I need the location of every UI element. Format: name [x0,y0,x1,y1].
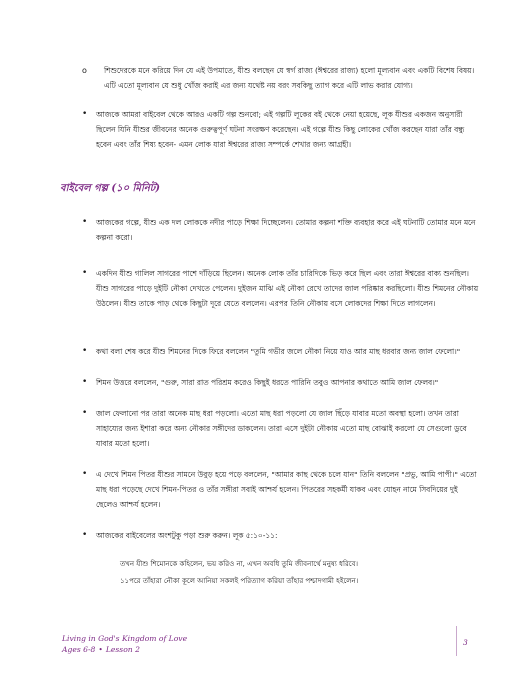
bullet-item-text: এ দেখে শিমন পিতর যীশুর সামনে উবুড় হয়ে পড়ে বললেন, "আমার কাছ থেকে চলে যান" তিনি বললেন "প্রভু, আমি পাপী।" এতো মাছ ধরা পড়েছে দেখে শিমন-পিতর ও তাঁর সঙ্গীরা সবাই আশ্চর্য হলেন। পিতরের সহকর্মী যাকব এবং যোহন নামে সিবদিয়ের দুই ছেলেও আশ্চর্য হলেন। [96,470,477,509]
bullet-item-text: আজকের গল্পে, যীশু এক দল লোককে নদীর পাড়ে শিক্ষা দিচ্ছেলেন। তোমার কল্পনা শক্তি ব্যবহার করে এই ঘটনাটি তোমার মনে মনে কল্পনা করো। [96,218,476,242]
circle-bullet-icon: o [82,66,87,75]
footer [62,633,187,655]
section-heading: বাইবেল গল্প (১০ মিনিট) [60,183,160,194]
bullet-item-text: শিমন উত্তরে বললেন, "গুরু, সারা রাত পরিশ্রম করেও কিছুই ধরতে পারিনি তবুও আপনার কথাতে আমি জাল ফেলব।" [96,378,439,387]
bullet-icon: • [82,469,88,479]
scripture-quote-line-2: ১১পরে তাঁহারা নৌকা কূলে আনিয়া সকলই পরিত্যাগ করিয়া তাঁহার পশ্চাদগামী হইলেন। [120,577,359,585]
bullet-item-story-1 [82,215,480,245]
bullet-item-story-7 [82,528,480,543]
bullet-icon: • [82,346,88,356]
scripture-quote-line-1: তখন যীশু শিমোনকে কহিলেন, ভয় করিও না, এখন অবধি তুমি জীবনার্থে মনুষ্য ধরিবে। [120,560,359,568]
footer-divider [456,626,457,656]
footer-ages: Ages 6-8 [62,645,96,654]
bullet-item-text: আজকে আমরা বাইবেল থেকে আরও একটি গল্প শুনবো; এই গল্পটি লূকের বই থেকে নেয়া হয়েছে, লূক যীশুর একজন অনুসারী ছিলেন যিনি যীশুর জীবনের অনেক গুরুত্বপূর্ণ ঘটনা সংরক্ষণ করেছেন। এই গল্পে যীশু কিছু লোকের খোঁজ করছেন যারা তাঁর বন্ধু হবেন এবং তাঁর শিষ্য হবেন- এমন লোক যারা ঈশ্বরের রাজ্য সম্পর্কে শেখার জন্য আগ্রহী। [96,110,465,149]
footer-lesson: Lesson 2 [105,645,140,654]
footer-title: Living in God's Kingdom of Love [62,634,188,643]
bullet-icon: • [82,109,88,119]
bullet-item-text: কথা বলা শেষ করে যীশু শিমনের দিকে ফিরে বললেন "তুমি গভীর জলে নৌকা নিয়ে যাও আর মাছ ধরবার জন্য জাল ফেলো।" [96,347,461,356]
bullet-item-intro [82,107,480,152]
bullet-item-story-6 [82,467,480,512]
footer-subtitle [62,644,187,655]
bullet-item-text: আজকের বাইবেলের অংশটুকু পড়া শুরু করুন। লূক ৫:১০-১১: [96,531,278,540]
bullet-item-text: একদিন যীশু গালিল সাগরের পাশে দাঁড়িয়ে ছিলেন। অনেক লোক তাঁর চারিদিকে ভিড় করে ছিল এবং তারা ঈশ্বরের বাক্য শুনছিল। যীশু সাগরের পাড়ে দুইটি নৌকা দেখতে পেলেন। দুইজন মাঝি এই নৌকা রেখে তাদের জাল পরিষ্কার করছিলো। যীশু শিমনের নৌকায় উঠলেন। যীশু তাকে পাড় থেকে কিছুটা দূরে যেতে বললেন। এরপর তিনি নৌকায় বসে লোকদের শিক্ষা দিতে লাগলেন। [96,269,479,308]
bullet-icon: • [82,408,88,418]
bullet-icon: • [82,217,88,227]
bullet-icon: • [82,268,88,278]
bullet-item-text: জাল ফেলানো পর তারা অনেক মাছ ধরা পড়লো। এতো মাছ ধরা পড়লো যে জাল ছিঁড়ে যাবার মতো অবস্থা হলো। তখন তারা সাহায্যের জন্য ইশারা করে অন্য নৌকার সঙ্গীদের ডাকলেন। তারা এসে দুইটা নৌকায় এতো মাছ বোঝাই করলো যে সেগুলো ডুবে যাবার মতো হলো। [96,409,467,448]
bullet-item-story-2 [82,266,480,311]
bullet-icon: • [82,530,88,540]
bullet-item-story-4 [82,375,480,390]
sub-list-item-text: শিশুদেরকে মনে করিয়ে দিন যে এই উপমাতে, যীশু বলছেন যে স্বর্গ রাজ্য (ঈশ্বরের রাজ্য) হলো মূল্যবান এবং একটি বিশেষ বিষয়। এটি এতো মূল্যবান যে শুধু খোঁজ করাই এর জন্য যথেষ্ট নয় বরং সবকিছু ত্যাগ করে এটি লাভ করার যোগ্য। [104,66,475,90]
footer-separator: • [98,645,103,654]
bullet-item-story-3 [82,344,480,359]
bullet-icon: • [82,377,88,387]
bullet-item-story-5 [82,406,480,451]
page-number: 3 [463,638,468,647]
sub-list-item [82,63,476,93]
